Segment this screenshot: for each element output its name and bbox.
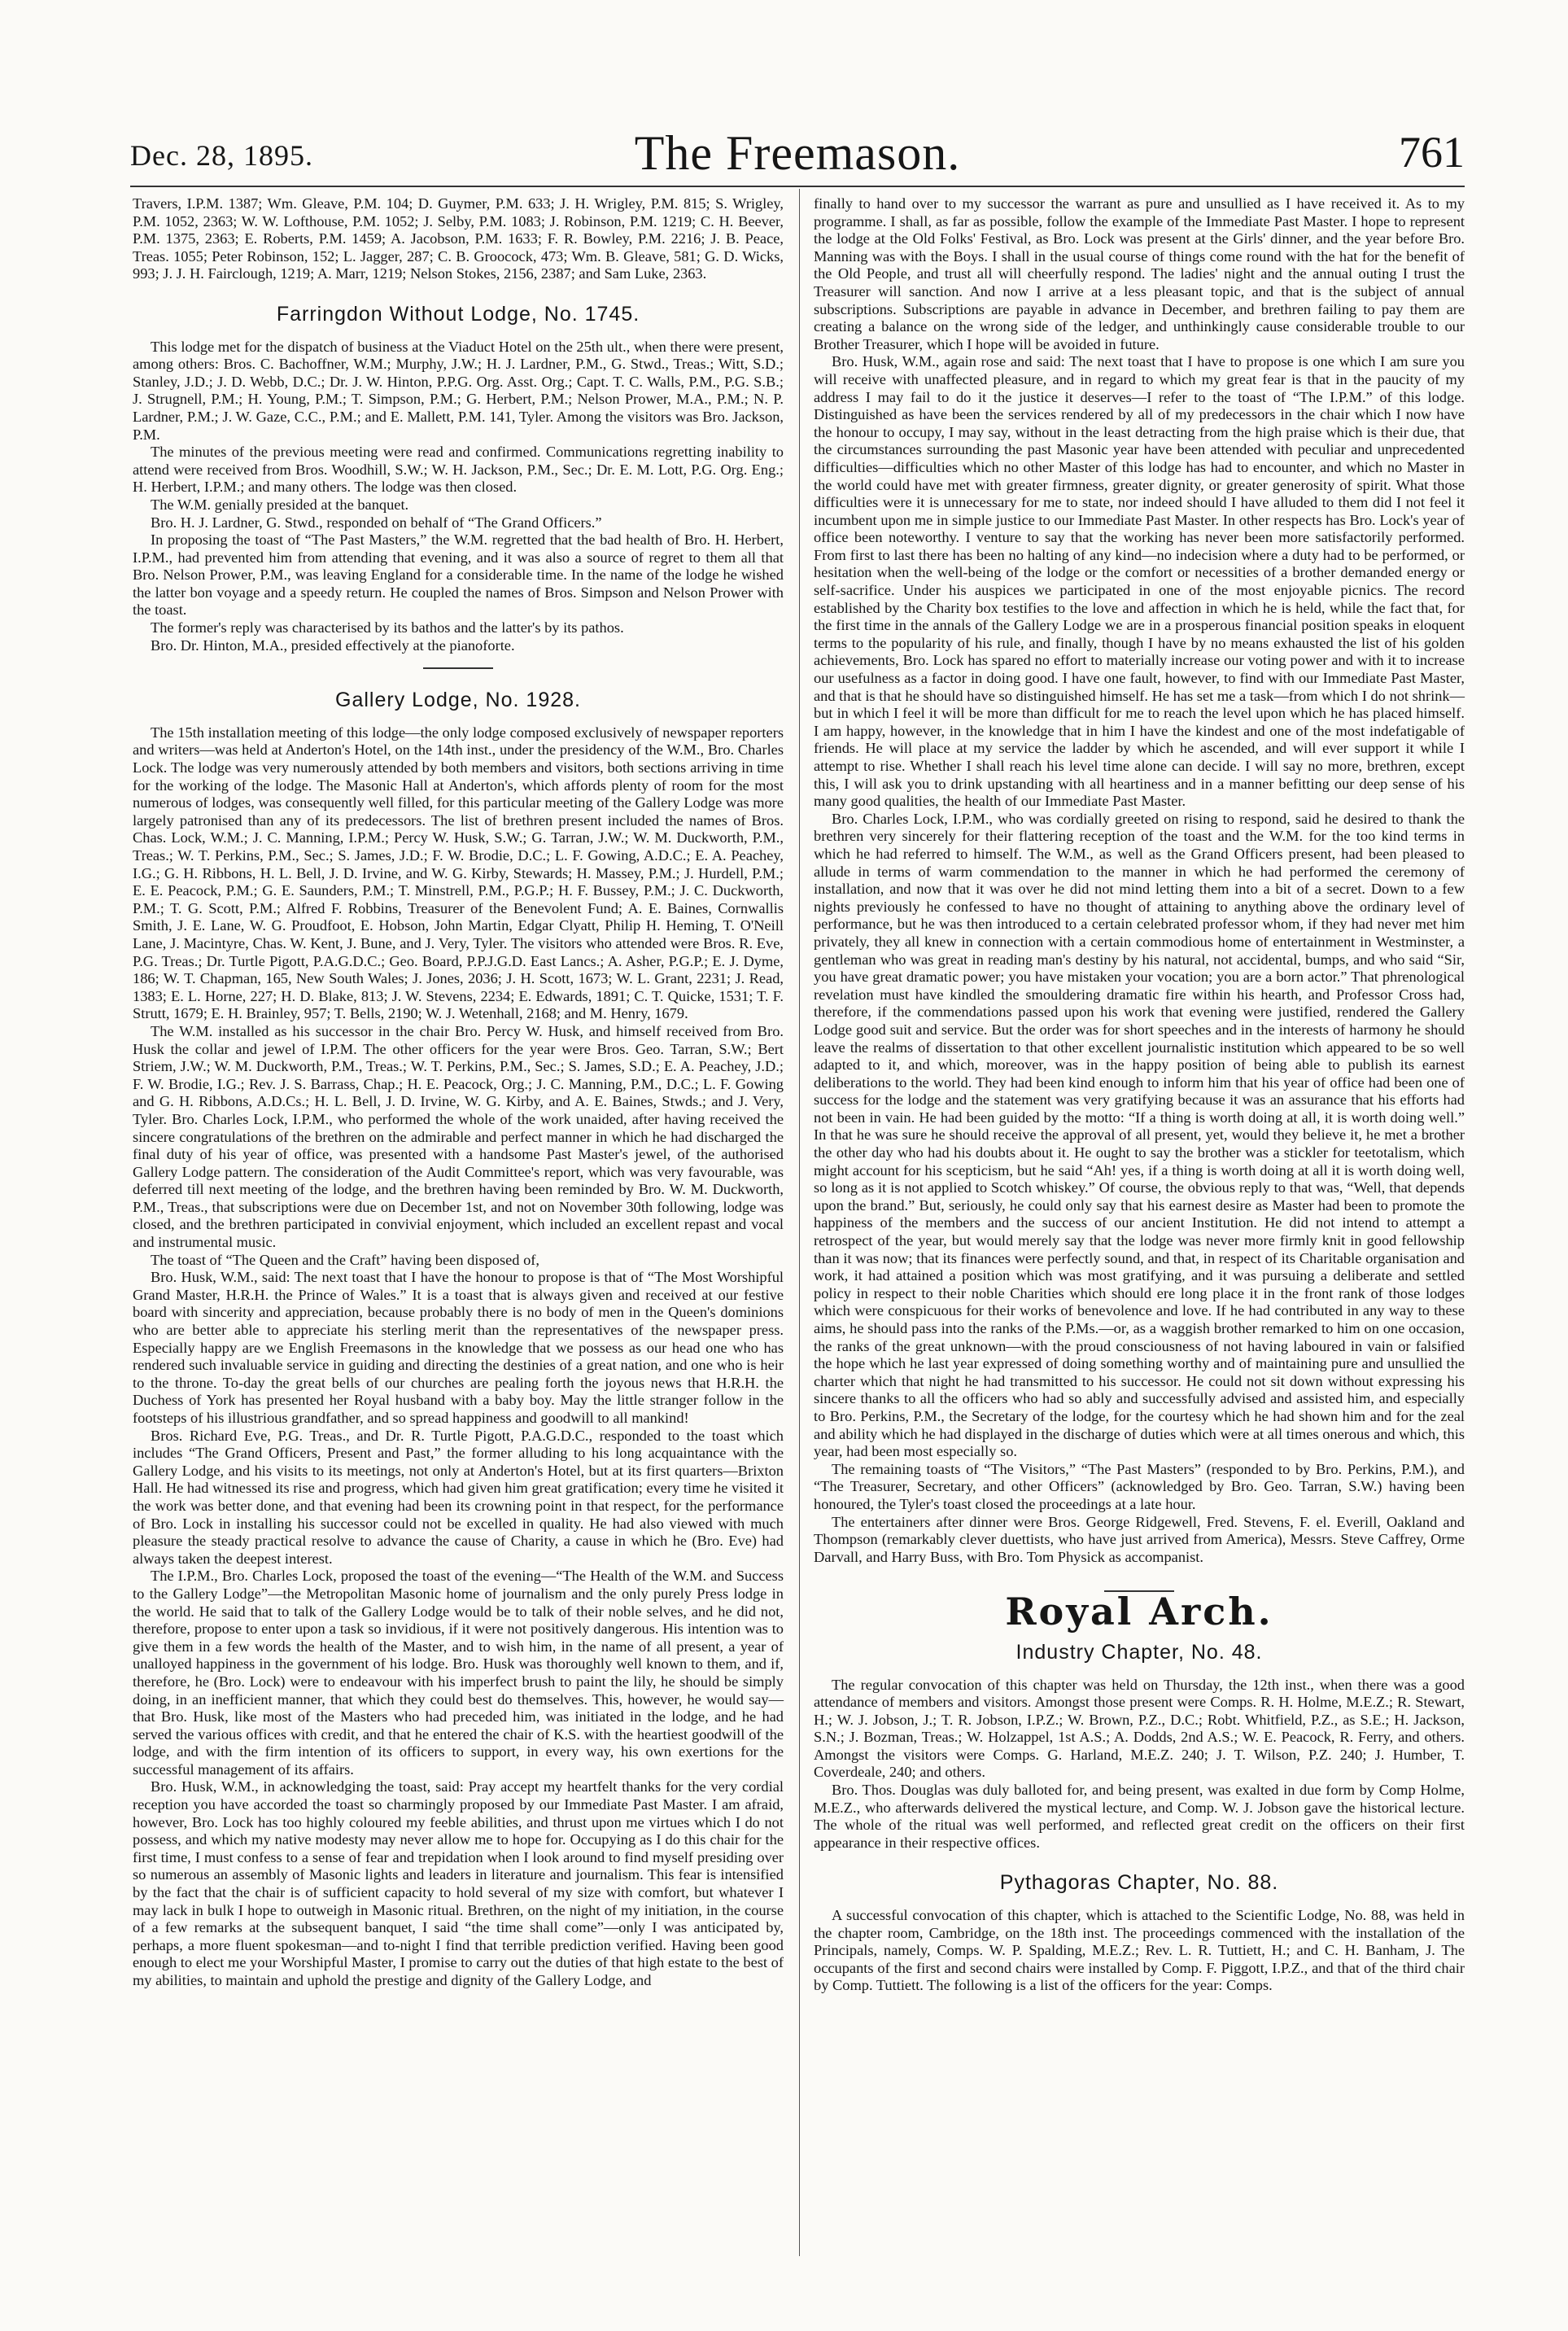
- industry-para-2: Bro. Thos. Douglas was duly balloted for, and being present, was exalted in due form by Comp Holme, M.E.Z., who afterwards delivered the mystical lecture, and Comp. W. J. Jobson gave the historical lecture. The whole of the ritual was well performed, and reflected great credit on the officers on their first appearance in their respective offices.: [814, 1782, 1465, 1851]
- royal-arch-title: Royal Arch.: [1005, 1590, 1273, 1634]
- pythagoras-para-1: A successful convocation of this chapter, which is attached to the Scientific Lodge, No. 88, was held in the chapter room, Cambridge, on the 18th inst. The proceedings commenced with the installation of the Principals, namely, Comps. W. P. Spalding, M.E.Z.; Rev. L. R. Tuttiett, H.; and C. H. Banham, J. The occupants of the first and second chairs were installed by Comp. F. Piggott, I.P.Z., and that of the third chair by Comp. Tuttiett. The following is a list of the officers for the year: Comps.: [814, 1907, 1465, 1994]
- left-column: [133, 195, 784, 1990]
- masthead: [130, 122, 1465, 187]
- continued-para-1: finally to hand over to my successor the warrant as pure and unsullied as I have received it. As to my programme. I shall, as far as possible, follow the example of the Immediate Past Master. I hope to represent the lodge at the Old Folks' Festival, as Bro. Lock was present at the Girls' dinner, and the year before Bro. Manning was with the Boys. I shall in the usual course of things come round with the hat for the benefit of the Old People, and trust all will cheerfully respond. The ladies' night and the annual outing I trust the Treasurer will sanction. And now I arrive at a less pleasant topic, and that is the subject of annual subscriptions. Subscriptions are payable in advance in December, and brethren failing to pay them are creating a balance on the wrong side of the ledger, and unthinkingly cause considerable trouble to our Brother Treasurer, which I hope will be avoided in future.: [814, 195, 1465, 352]
- farringdon-para-1: This lodge met for the dispatch of business at the Viaduct Hotel on the 25th ult., when there were present, among others: Bros. C. Bachoffner, W.M.; Murphy, J.W.; H. J. Lardner, P.M., G. Stwd., Treas.; Witt, S.D.; Stanley, J.D.; J. D. Webb, D.C.; Dr. J. W. Hinton, P.P.G. Org. Asst. Org.; Capt. T. C. Walls, P.M., P.G. S.B.; J. Strugnell, P.M.; H. Young, P.M.; T. Simpson, P.M.; G. Herbert, P.M.; Nelson Prower, M.A., P.M.; N. P. Lardner, P.M.; J. W. Gaze, C.C., P.M.; and E. Mallett, P.M. 141, Tyler. Among the visitors was Bro. Jackson, P.M.: [133, 338, 784, 443]
- newspaper-title: The Freemason.: [634, 126, 961, 180]
- page-number: 761: [1399, 128, 1465, 177]
- gallery-para-1: The 15th installation meeting of this lodge—the only lodge composed exclusively of newspaper reporters and writers—was held at Anderton's Hotel, on the 14th inst., under the presidency of the W.M., Bro. Charles Lock. The lodge was very numerously attended by both members and visitors, both sections arriving in time for the working of the lodge. The Masonic Hall at Anderton's, which affords plenty of room for the most numerous of lodges, was consequently well filled, for this particular meeting of the Gallery Lodge was more largely patronised than any of its predecessors. The list of brethren present included the names of Bros. Chas. Lock, W.M.; J. C. Manning, I.P.M.; Percy W. Husk, S.W.; G. Tarran, J.W.; W. M. Duckworth, P.M., Treas.; W. T. Perkins, P.M., Sec.; S. James, J.D.; F. W. Brodie, D.C.; L. F. Gowing, A.D.C.; E. A. Peachey, I.G.; G. H. Ribbons, H. L. Bell, J. D. Irvine, and W. G. Kirby, Stewards; H. Massey, P.M.; J. Hurdell, P.M.; E. E. Peacock, P.M.; G. E. Saunders, P.M.; T. Minstrell, P.M., P.G.P.; H. F. Bussey, P.M.; J. C. Duckworth, P.M.; T. G. Scott, P.M.; Alfred F. Robbins, Treasurer of the Benevolent Fund; A. E. Baines, Cornwallis Smith, J. E. Lane, W. G. Proudfoot, E. Hobson, John Martin, Edgar Clyatt, Philip H. Heming, T. O'Neill Lane, J. Macintyre, Chas. W. Kent, J. Bune, and J. Very, Tyler. The visitors who attended were Bros. R. Eve, P.G. Treas.; Dr. Turtle Pigott, P.A.G.D.C.; Geo. Board, P.P.J.G.D. East Lancs.; A. Asher, P.G.P.; E. J. Dyme, 186; W. T. Chapman, 165, New South Wales; J. Jones, 2036; J. H. Scott, 1673; W. L. Grant, 2231; J. Read, 1383; E. L. Horne, 227; H. D. Blake, 813; J. W. Stevens, 2234; E. Edwards, 1891; C. T. Quicke, 1531; T. F. Strutt, 1679; E. H. Brainley, 957; T. Bells, 2190; W. J. Wetenhall, 2168; and M. Henry, 1679.: [133, 724, 784, 1022]
- masthead-rule: [130, 186, 1465, 187]
- gallery-heading: Gallery Lodge, No. 1928.: [335, 689, 581, 712]
- right-column: [814, 195, 1465, 1995]
- attendance-list: Travers, I.P.M. 1387; Wm. Gleave, P.M. 104; D. Guymer, P.M. 633; J. H. Wrigley, P.M. 815; S. Wrigley, P.M. 1052, 2363; W. W. Lofthouse, P.M. 1052; J. Selby, P.M. 1083; J. Robinson, P.M. 1219; C. H. Beever, P.M. 1375, 2363; E. Roberts, P.M. 1459; A. Jacobson, P.M. 1633; F. R. Bowley, P.M. 2216; J. B. Peace, Treas. 1055; Peter Robinson, 152; L. Jagger, 287; C. B. Groocock, 473; Wm. B. Gleave, 581; G. D. Wicks, 993; J. J. H. Fairclough, 1219; A. Marr, 1219; Nelson Stokes, 2156, 2387; and Sam Luke, 2363.: [133, 195, 784, 282]
- gallery-para-4: Bro. Husk, W.M., said: The next toast that I have the honour to propose is that of “The Most Worshipful Grand Master, H.R.H. the Prince of Wales.” It is a toast that is always given and received at our festive board with sincerity and appreciation, because probably there is no body of men in the Queen's dominions who are better able to appreciate his sterling merit than the representatives of the newspaper press. Especially happy are we English Freemasons in the knowledge that we possess as our head one who has rendered such invaluable service in guiding and directing the destinies of a great nation, and one who is heir to the throne. To-day the great bells of our churches are pealing forth the joyous news that H.R.H. the Duchess of York has presented her Royal husband with a baby boy. May the little stranger follow in the footsteps of his illustrious grandfather, and so spread happiness and goodwill to all mankind!: [133, 1269, 784, 1426]
- gallery-para-2: The W.M. installed as his successor in the chair Bro. Percy W. Husk, and himself received from Bro. Husk the collar and jewel of I.P.M. The other officers for the year were Bros. Geo. Tarran, S.W.; Bert Striem, J.W.; W. M. Duckworth, P.M., Treas.; W. T. Perkins, P.M., Sec.; S. James, S.D.; E. A. Peachey, J.D.; F. W. Brodie, I.G.; Rev. J. S. Barrass, Chap.; H. E. Peacock, Org.; J. C. Manning, P.M., D.C.; L. F. Gowing and G. H. Ribbons, A.D.Cs.; H. L. Bell, J. D. Irvine, W. G. Kirby, and A. E. Baines, Stwds.; and J. Very, Tyler. Bro. Charles Lock, I.P.M., who performed the whole of the work unaided, after having received the sincere congratulations of the brethren on the admirable and perfect manner in which he had discharged the final duty of his year of office, was presented with a handsome Past Master's jewel, of the authorised Gallery Lodge pattern. The consideration of the Audit Committee's report, which was very favourable, was deferred till next meeting of the lodge, and the brethren having been reminded by Bro. W. M. Duckworth, P.M., Treas., that subscriptions were due on December 1st, and not on November 30th following, lodge was closed, and the brethren participated in convivial enjoyment, which included an excellent repast and vocal and instrumental music.: [133, 1022, 784, 1251]
- gallery-para-6: The I.P.M., Bro. Charles Lock, proposed the toast of the evening—“The Health of the W.M. and Success to the Gallery Lodge”—the Metropolitan Masonic home of journalism and the only purely Press lodge in the world. He said that to talk of the Gallery Lodge would be to talk of their noble selves, and he did not, therefore, propose to enter upon a task so invidious, if it were not positively dangerous. His intention was to give them in a few words the health of the Master, and to wish him, in the name of all present, a year of unalloyed happiness in the government of his lodge. Bro. Husk was thoroughly well known to them, and if, therefore, he (Bro. Lock) were to endeavour with his imperfect brush to paint the lily, he should be simply doing, in an inefficient manner, that which they could best do themselves. This, however, he would say—that Bro. Husk, like most of the Masters who had preceded him, was initiated in the lodge, and he had served the various offices with credit, and that he entered the chair of K.S. with the heartiest goodwill of the lodge, and with the firm intention of its officers to support, in every way, his own exertions for the successful management of its affairs.: [133, 1568, 784, 1778]
- gallery-para-5: Bros. Richard Eve, P.G. Treas., and Dr. R. Turtle Pigott, P.A.G.D.C., responded to the toast which includes “The Grand Officers, Present and Past,” the former alluding to his long acquaintance with the Gallery Lodge, and his visits to its meetings, not only at Anderton's Hotel, but at its first quarters—Brixton Hall. He had witnessed its rise and progress, which had given him great gratification; every time he visited it the work was better done, and that evening had been its crowning point in that respect, for the performance of Bro. Lock in installing his successor could not be excelled in quality. He had also viewed with much pleasure the steady practical resolve to advance the cause of Charity, a cause in which he (Bro. Eve) had always taken the deepest interest.: [133, 1427, 784, 1567]
- continued-para-2: Bro. Husk, W.M., again rose and said: The next toast that I have to propose is one which I am sure you will receive with unaffected pleasure, and in regard to which my great fear is that in the paucity of my address I may fail to do it the justice it deserves—I refer to the toast of “The I.P.M.” of this lodge. Distinguished as have been the services rendered by all of my predecessors in the chair which I now have the honour to occupy, I may say, without in the least detracting from the high praise which is their due, that the circumstances surrounding the past Masonic year have been attended with peculiar and unprecedented difficulties—difficulties which no other Master of this lodge has had to encounter, and which no Master in the world could have met with greater firmness, greater dignity, or greater generosity of spirit. What those difficulties were it is unnecessary for me to state, nor indeed should I have alluded to them did I not feel it incumbent upon me in simple justice to our Immediate Past Master. In other respects has Bro. Lock's year of office been noteworthy. I venture to say that the working has never been more satisfactorily performed. From first to last there has been no halting of any kind—no indecision where a duty had to be performed, or hesitation when the well-being of the lodge or the comfort or necessities of a brother demanded energy or self-sacrifice. Under his auspices we participated in one of the most enjoyable picnics. The record established by the Charity box testifies to the love and affection in which he is held, while the fact that, for the first time in the annals of the Gallery Lodge we are in a prosperous financial position speaks in eloquent terms to the popularity of his rule, and finally, though I have by no means exhausted the list of his golden achievements, Bro. Lock has spared no effort to materially increase our voting power and with it to increase our usefulness as a factor in doing good. I have one fault, however, to find with our Immediate Past Master, and that is that he should have so distinguished himself. He has set me a task—from which I do not shrink—but in which I feel it will be more than difficult for me to reach the level upon which he has placed himself. I am happy, however, in the knowledge that in him I have the kindest and one of the most indefatigable of friends. He will place at my service the ladder by which he ascended, and will ever support it while I attempt to rise. Whether I shall reach his level time alone can decide. I will say no more, brethren, except this, I will ask you to drink upstanding with all heartiness and in a manner befitting our deep sense of his many good qualities, the health of our Immediate Past Master.: [814, 353, 1465, 810]
- farringdon-para-2: The minutes of the previous meeting were read and confirmed. Communications regretting inability to attend were received from Bros. Woodhill, S.W.; W. H. Jackson, P.M., Sec.; Dr. E. M. Lott, P.G. Org. Eng.; H. Herbert, I.P.M.; and many others. The lodge was then closed.: [133, 444, 784, 496]
- farringdon-para-4: Bro. H. J. Lardner, G. Stwd., responded on behalf of “The Grand Officers.”: [151, 514, 602, 531]
- spacer: [814, 1566, 1465, 1577]
- industry-heading: Industry Chapter, No. 48.: [1015, 1640, 1263, 1664]
- continued-para-3: Bro. Charles Lock, I.P.M., who was cordially greeted on rising to respond, said he desired to thank the brethren very sincerely for their flattering reception of the toast and the W.M. for the too kind terms in which he had referred to himself. The W.M., as well as the Grand Officers present, had been pleased to allude in terms of warm commendation to the manner in which he had performed the ceremony of installation, and now that it was over he did not mind letting them into a bit of a secret. Down to a few nights previously he confessed to have no thought of attaining to anything above the ordinary level of performance, but he was then introduced to a certain celebrated professor whom, if they had never met him privately, they all knew in connection with a certain commodious home of entertainment in Westminster, a gentleman who was great in reading man's destiny by his natural, not accidental, bumps, and who said “Sir, you have great dramatic power; you have mistaken your vocation; you are a born actor.” That phrenological revelation must have kindled the smouldering dramatic fire within his hearth, and Professor Cross had, therefore, if the commendations passed upon his work that evening were justified, rendered the Gallery Lodge good suit and service. But the order was for short speeches and in the interests of harmony he should leave the realms of dissertation to that other excellent journalistic institution which appeared to be so well adapted to it, and which, moreover, was in the happy position of being able to publish its earnest deliberations to the world. They had been kind enough to inform him that his year of office had been one of success for the lodge and the statement was very gratifying because it was an assurance that his efforts had not been in vain. He had been guided by the motto: “If a thing is worth doing at all, it is worth doing well.” In that he was sure he should receive the approval of all present, yet, would they believe it, he met a brother the other day who had his doubts about it. He ought to say the brother was a stickler for teetotalism, which might account for his scepticism, but he said “Ah! yes, if a thing is worth doing at all it is worth doing well, so long as it is not applied to Scotch whiskey.” Of course, the obvious reply to that was, “Well, that depends upon the brand.” But, seriously, he could only say that his earnest desire as Master had been to promote the happiness of the members and the success of our ancient Institution. He did not intend to attempt a retrospect of the year, but would merely say that the lodge was never more firmly knit in good fellowship than it was now; that its finances were perfectly sound, and that, in respect of its Charitable organisation and work, it had attained a position which was most gratifying, and it was pursuing a deliberate and settled policy in respect to their noble Charities which should ere long place it in the front rank of those lodges which were conspicuous for their works of benevolence and love. If he had contributed in any way to these aims, he should pass into the ranks of the P.Ms.—or, as a waggish brother remarked to him on one occasion, the ranks of the great unknown—with the proud consciousness of not having laboured in vain or falsified the hope which he last year expressed of doing something worthy and of maintaining pure and unsullied the charter which that night he had transmitted to his successor. He could not sit down without expressing his sincere thanks to all the officers who had so ably and successfully advised and assisted him, and especially to Bro. Perkins, P.M., the Secretary of the lodge, for the courtesy which he had shown him and for the zeal and ability which he had displayed in the discharge of duties which were at all times onerous and which, this year, had been most especially so.: [814, 810, 1465, 1460]
- gallery-para-7: Bro. Husk, W.M., in acknowledging the toast, said: Pray accept my heartfelt thanks for the very cordial reception you have accorded the toast so charmingly proposed by our Immediate Past Master. I am afraid, however, Bro. Lock has too highly coloured my feeble abilities, and thrust upon me virtues which I do not possess, and which my native modesty may never allow me to hope for. Occupying as I do this chair for the first time, I must confess to a sense of fear and trepidation when I look around to find myself presiding over so numerous an assembly of Masonic lights and leaders in literature and journalism. This fear is intensified by the fact that the chair is of sufficient capacity to hold several of my size with comfort, but whatever I may lack in bulk I hope to outweigh in Masonic ritual. Brethren, on the night of my initiation, in the course of a few remarks at the subsequent banquet, I said “the time shall come”—only I was anticipated by, perhaps, a more fluent spokesman—and to-night I find that terrible prediction verified. Having been good enough to elect me your Worshipful Master, I promise to carry out the duties of that high estate to the best of my abilities, to maintain and uphold the prestige and dignity of the Gallery Lodge, and: [133, 1778, 784, 1988]
- farringdon-para-6: The former's reply was characterised by its bathos and the latter's by its pathos.: [151, 619, 624, 636]
- column-rule: [799, 189, 800, 2256]
- farringdon-para-7: Bro. Dr. Hinton, M.A., presided effectively at the pianoforte.: [151, 636, 515, 654]
- farringdon-para-3: The W.M. genially presided at the banquet.: [151, 496, 409, 513]
- continued-para-5: The entertainers after dinner were Bros. George Ridgewell, Fred. Stevens, F. el. Everill, Oakland and Thompson (remarkably clever duettists, who have just arrived from America), Messrs. Steve Caffrey, Orme Darvall, and Harry Buss, with Bro. Tom Physick as accompanist.: [814, 1513, 1465, 1565]
- farringdon-heading: Farringdon Without Lodge, No. 1745.: [276, 302, 640, 326]
- continued-para-4: The remaining toasts of “The Visitors,” “The Past Masters” (responded to by Bro. Perkins, P.M.), and “The Treasurer, Secretary, and other Officers” (acknowledged by Bro. Geo. Tarran, S.W.) having been honoured, the Tyler's toast closed the proceedings at a late hour.: [814, 1460, 1465, 1512]
- section-divider: [423, 667, 493, 669]
- issue-date: Dec. 28, 1895.: [130, 139, 313, 172]
- gallery-para-3: The toast of “The Queen and the Craft” having been disposed of,: [151, 1251, 539, 1268]
- pythagoras-heading: Pythagoras Chapter, No. 88.: [999, 1871, 1279, 1895]
- industry-para-1: The regular convocation of this chapter was held on Thursday, the 12th inst., when there was a good attendance of members and visitors. Amongst those present were Comps. R. H. Holme, M.E.Z.; R. Stewart, H.; W. J. Jobson, J.; T. R. Jobson, I.P.Z.; W. Brown, P.Z., D.C.; Robt. Whitfield, P.Z., as S.E.; H. Jackson, S.N.; J. Bozman, Treas.; W. Holzappel, 1st A.S.; A. Dodds, 2nd A.S.; W. E. Peacock, R. Ferry, and others. Amongst the visitors were Comps. G. Harland, M.E.Z. 240; J. T. Wilson, P.Z. 240; J. Humber, T. Coverdeale, 240; and others.: [814, 1676, 1465, 1781]
- farringdon-para-5: In proposing the toast of “The Past Masters,” the W.M. regretted that the bad health of Bro. H. Herbert, I.P.M., had prevented him from attending that evening, and it was also a source of regret to them all that Bro. Nelson Prower, P.M., was leaving England for a considerable time. In the name of the lodge he wished the latter bon voyage and a speedy return. He coupled the names of Bros. Simpson and Nelson Prower with the toast.: [133, 531, 784, 619]
